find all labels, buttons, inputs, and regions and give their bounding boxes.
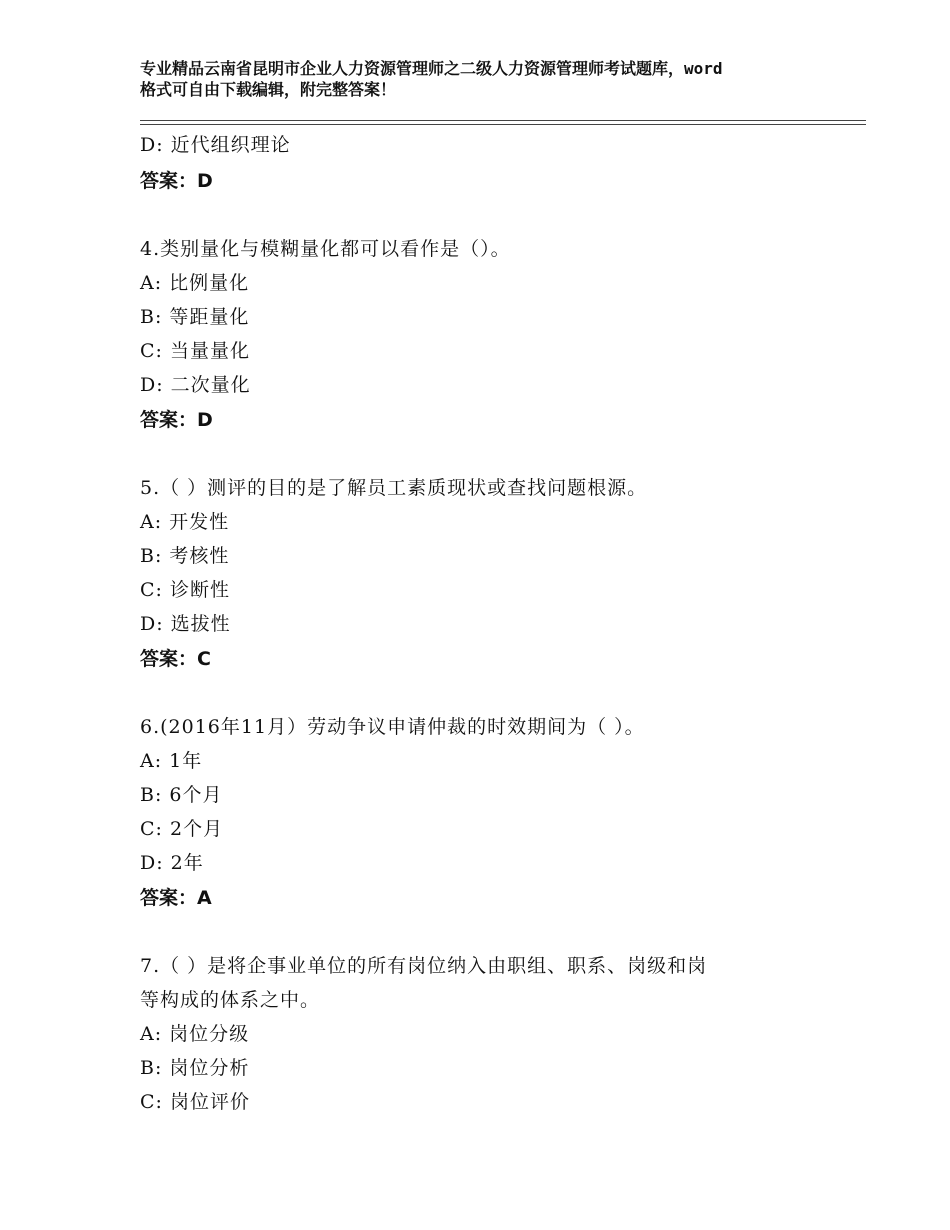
question-5-answer: 答案：C [140, 648, 211, 670]
question-7-option-c: C: 岗位评价 [140, 1091, 250, 1113]
question-5-option-c: C: 诊断性 [140, 579, 230, 601]
question-4-stem: 4.类别量化与模糊量化都可以看作是（）。 [140, 238, 511, 260]
header-line-1: 专业精品云南省昆明市企业人力资源管理师之二级人力资源管理师考试题库，word [140, 59, 723, 78]
question-7-option-a: A: 岗位分级 [140, 1023, 250, 1045]
question-7-stem-line-2: 等构成的体系之中。 [140, 989, 321, 1011]
question-7-stem-line-1: 7.（ ）是将企事业单位的所有岗位纳入由职组、职系、岗级和岗 [140, 955, 708, 977]
question-5-option-a: A: 开发性 [140, 511, 230, 533]
question-4-option-c: C: 当量量化 [140, 340, 250, 362]
header-divider-top [140, 120, 866, 121]
question-6-option-d: D: 2年 [140, 852, 204, 874]
question-6-answer: 答案：A [140, 887, 212, 909]
header-divider-bottom [140, 124, 866, 125]
question-6-option-a: A: 1年 [140, 750, 203, 772]
question-6-option-c: C: 2个月 [140, 818, 224, 840]
question-4-option-b: B: 等距量化 [140, 306, 250, 328]
prev-option-d: D: 近代组织理论 [140, 134, 291, 156]
question-4-answer: 答案：D [140, 409, 213, 431]
question-4-option-d: D: 二次量化 [140, 374, 251, 396]
question-6-option-b: B: 6个月 [140, 784, 223, 806]
header-line-2: 格式可自由下载编辑，附完整答案！ [140, 80, 397, 99]
question-5-stem: 5.（ ）测评的目的是了解员工素质现状或查找问题根源。 [140, 477, 648, 499]
question-7-option-b: B: 岗位分析 [140, 1057, 250, 1079]
question-6-stem: 6.(2016年11月）劳动争议申请仲裁的时效期间为（ ）。 [140, 716, 645, 738]
question-5-option-b: B: 考核性 [140, 545, 230, 567]
question-4-option-a: A: 比例量化 [140, 272, 250, 294]
prev-answer: 答案：D [140, 170, 213, 192]
question-5-option-d: D: 选拔性 [140, 613, 231, 635]
document-header [140, 58, 830, 100]
